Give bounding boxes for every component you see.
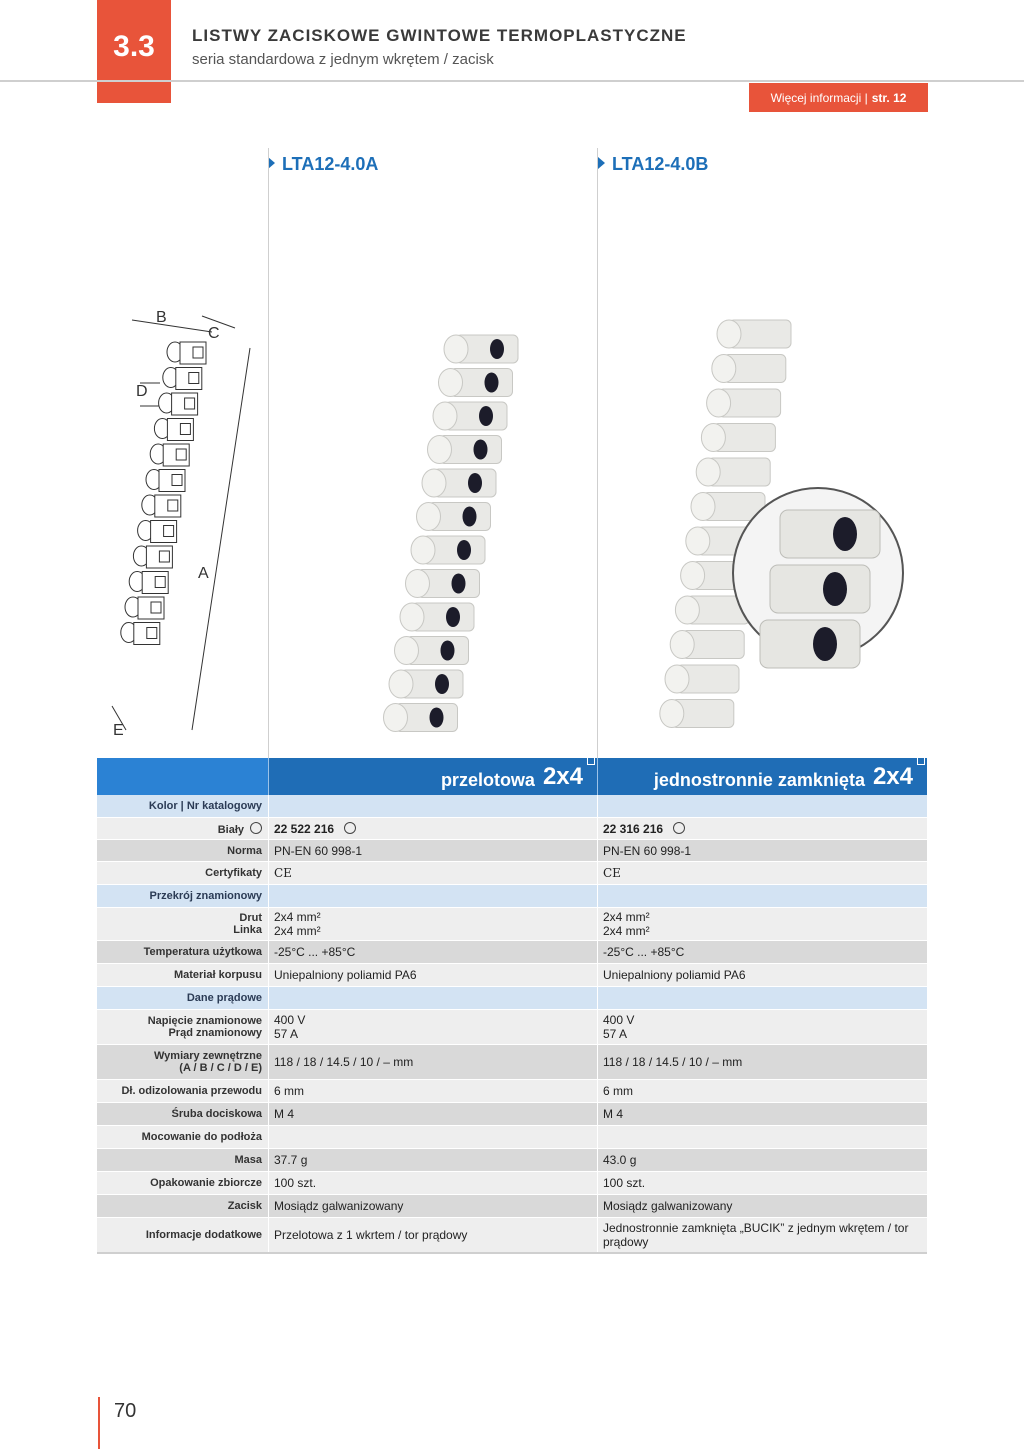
row-value-a: 6 mm: [268, 1080, 597, 1102]
table-row: [97, 885, 927, 908]
row-value-a: [268, 987, 597, 1009]
row-value-a: Mosiądz galwanizowany: [268, 1195, 597, 1217]
white-color-circle-icon: [673, 822, 685, 834]
screw-hole: [441, 641, 455, 661]
row-key: Temperatura użytkowa: [97, 941, 268, 963]
zoom-terminal-body: [760, 620, 860, 668]
row-key: Kolor | Nr katalogowy: [97, 795, 268, 817]
row-value-b: 6 mm: [597, 1080, 927, 1102]
screw-hole: [435, 674, 449, 694]
header-divider: [0, 80, 1024, 82]
ce-mark-icon: CE: [268, 862, 597, 884]
dimension-drawing: [100, 298, 265, 743]
terminal-tube: [406, 570, 430, 598]
terminal-tube: [701, 424, 725, 452]
row-value-a: -25°C ... +85°C: [268, 941, 597, 963]
terminal-tube: [691, 493, 715, 521]
table-row: [97, 1045, 927, 1080]
row-key: Certyfikaty: [97, 862, 268, 884]
row-key: Przekrój znamionowy: [97, 885, 268, 907]
table-row: [97, 795, 927, 818]
section-badge: [97, 0, 171, 103]
row-value-b: PN-EN 60 998-1: [597, 840, 927, 861]
terminal-tube: [670, 631, 694, 659]
row-value-a: [268, 1010, 597, 1044]
row-value-b: M 4: [597, 1103, 927, 1125]
table-row: [97, 1010, 927, 1045]
row-value-b: [597, 908, 927, 940]
catalog-number-b: 22 316 216: [603, 821, 664, 836]
row-key: Śruba dociskowa: [97, 1103, 268, 1125]
white-color-circle-icon: [344, 822, 356, 834]
product-photo-a: [360, 325, 520, 735]
ce-mark-icon: CE: [597, 862, 927, 884]
label-c: C: [208, 325, 220, 342]
table-row: [97, 987, 927, 1010]
terminal-tube: [681, 562, 705, 590]
product-photo-b: [630, 310, 910, 730]
row-value-a: PN-EN 60 998-1: [268, 840, 597, 861]
terminal-tube: [696, 458, 720, 486]
terminal-tube: [707, 389, 731, 417]
row-value-a: [268, 795, 597, 817]
row-key: [97, 818, 268, 839]
row-value-a: 37.7 g: [268, 1149, 597, 1171]
screw-opening: [168, 500, 178, 511]
terminal-tube: [712, 355, 736, 383]
row-key-text: Biały: [217, 823, 244, 836]
row-value-b: 118 / 18 / 14.5 / 10 / – mm: [597, 1045, 927, 1079]
screw-hole: [457, 540, 471, 560]
row-key-line1: Napięcie znamionowe: [147, 1015, 262, 1027]
row-key-line2: Linka: [233, 924, 262, 936]
more-info-link[interactable]: [749, 83, 928, 112]
row-key: Opakowanie zbiorcze: [97, 1172, 268, 1194]
row-value-b: Uniepalniony poliamid PA6: [597, 964, 927, 986]
row-key-line1: Wymiary zewnętrzne: [153, 1050, 262, 1062]
terminal-tube: [686, 527, 710, 555]
terminal-tube: [384, 704, 408, 732]
value-line2: 57 A: [274, 1027, 299, 1041]
square-icon: [587, 757, 595, 765]
row-key-line1: Drut: [239, 912, 262, 924]
screw-opening: [147, 628, 157, 639]
row-key-line2: (A / B / C / D / E): [179, 1062, 262, 1074]
row-value-a: Przelotowa z 1 wkrtem / tor prądowy: [268, 1218, 597, 1252]
label-b: B: [156, 309, 167, 326]
terminal-tube: [389, 670, 413, 698]
header-size-b: [873, 763, 913, 791]
row-value-a: [268, 885, 597, 907]
label-a: A: [198, 565, 209, 582]
terminal-tube: [439, 369, 463, 397]
screw-hole: [485, 373, 499, 393]
table-row: [97, 908, 927, 941]
row-key: [97, 908, 268, 940]
zoom-screw-hole: [813, 627, 837, 661]
terminal-tube: [395, 637, 419, 665]
table-header-a: [268, 758, 597, 795]
row-key: Materiał korpusu: [97, 964, 268, 986]
row-value-b: [597, 987, 927, 1009]
value-line2: 2x4 mm²: [603, 924, 650, 938]
screw-opening: [155, 577, 165, 588]
zoom-terminal-body: [770, 565, 870, 613]
value-line1: 400 V: [274, 1013, 306, 1027]
arrow-icon: [268, 157, 275, 169]
zoom-screw-hole: [833, 517, 857, 551]
screw-hole: [468, 473, 482, 493]
table-row: [97, 1126, 927, 1149]
screw-hole: [463, 507, 477, 527]
row-value-b: [597, 885, 927, 907]
label-e: E: [113, 722, 124, 739]
row-key: Informacje dodatkowe: [97, 1218, 268, 1252]
row-value-b: Mosiądz galwanizowany: [597, 1195, 927, 1217]
screw-opening: [151, 602, 161, 613]
terminal-tube: [417, 503, 441, 531]
column-divider: [597, 148, 598, 758]
row-value-b: [597, 1010, 927, 1044]
screw-opening: [176, 449, 186, 460]
page-number-bar: [98, 1397, 100, 1449]
screw-hole: [479, 406, 493, 426]
row-key: Masa: [97, 1149, 268, 1171]
table-row: [97, 1103, 927, 1126]
header-size-b-value: 2x4: [872, 763, 913, 790]
square-icon: [917, 757, 925, 765]
terminal-tube: [717, 320, 741, 348]
catalog-number-a: 22 522 216: [274, 821, 335, 836]
terminal-tube: [444, 335, 468, 363]
row-value-b: 100 szt.: [597, 1172, 927, 1194]
product-title-a: [268, 154, 378, 175]
row-value-b: -25°C ... +85°C: [597, 941, 927, 963]
table-row: [97, 1149, 927, 1172]
screw-opening: [172, 475, 182, 486]
product-code-b: LTA12-4.0B: [612, 154, 709, 174]
table-row: [97, 1080, 927, 1103]
screw-hole: [452, 574, 466, 594]
zoom-screw-hole: [823, 572, 847, 606]
page-title: LISTWY ZACISKOWE GWINTOWE TERMOPLASTYCZNE: [192, 26, 687, 45]
column-divider: [268, 148, 269, 758]
screw-hole: [490, 339, 504, 359]
value-line1: 400 V: [603, 1013, 635, 1027]
table-row: [97, 941, 927, 964]
arrow-icon: [598, 157, 605, 169]
row-value-a: M 4: [268, 1103, 597, 1125]
value-line1: 2x4 mm²: [603, 910, 650, 924]
product-code-a: LTA12-4.0A: [282, 154, 379, 174]
terminal-tube: [660, 700, 684, 728]
table-header-b: [597, 758, 927, 795]
row-key: Zacisk: [97, 1195, 268, 1217]
table-row: [97, 964, 927, 987]
row-value-a: 118 / 18 / 14.5 / 10 / – mm: [268, 1045, 597, 1079]
row-key: Dł. odizolowania przewodu: [97, 1080, 268, 1102]
zoom-terminal-body: [780, 510, 880, 558]
row-key: Norma: [97, 840, 268, 861]
screw-hole: [446, 607, 460, 627]
product-title-b: [598, 154, 708, 175]
row-key: [97, 1045, 268, 1079]
table-row: [97, 1218, 927, 1254]
terminal-tube: [665, 665, 689, 693]
white-color-circle-icon: [250, 822, 262, 834]
terminal-tube: [411, 536, 435, 564]
row-key: Mocowanie do podłoża: [97, 1126, 268, 1148]
row-key: [97, 1010, 268, 1044]
row-value-b: Jednostronnie zamknięta „BUCIK” z jednym wkrętem / tor prądowy: [597, 1218, 927, 1252]
row-value-b: [597, 1126, 927, 1148]
table-row: [97, 818, 927, 840]
table-row: [97, 1172, 927, 1195]
terminal-tube: [422, 469, 446, 497]
value-line2: 2x4 mm²: [274, 924, 321, 938]
screw-opening: [180, 424, 190, 435]
value-line2: 57 A: [603, 1027, 628, 1041]
terminal-tube: [428, 436, 452, 464]
table-row: [97, 1195, 927, 1218]
screw-opening: [193, 347, 203, 358]
row-value-b: [597, 795, 927, 817]
header-size-a-value: 2x4: [542, 763, 583, 790]
table-row: [97, 840, 927, 862]
row-value-a: [268, 1126, 597, 1148]
screw-opening: [189, 373, 199, 384]
row-value-a: Uniepalniony poliamid PA6: [268, 964, 597, 986]
more-info-page: str. 12: [871, 90, 907, 105]
screw-opening: [164, 526, 174, 537]
row-value-b: 43.0 g: [597, 1149, 927, 1171]
row-key: Dane prądowe: [97, 987, 268, 1009]
row-value-a: [268, 818, 597, 839]
terminal-tube: [433, 402, 457, 430]
table-header-blank: [97, 758, 268, 795]
screw-hole: [430, 708, 444, 728]
screw-opening: [159, 551, 169, 562]
header-label-b: jednostronnie zamknięta: [653, 770, 865, 790]
table-header: [97, 758, 927, 795]
row-key-line2: Prąd znamionowy: [168, 1027, 262, 1039]
header-size-a: [543, 763, 583, 791]
terminal-tube: [400, 603, 424, 631]
screw-hole: [474, 440, 488, 460]
page-number: 70: [114, 1400, 137, 1422]
spec-table: [97, 758, 927, 1254]
header-label-a: przelotowa: [440, 770, 535, 790]
value-line1: 2x4 mm²: [274, 910, 321, 924]
screw-opening: [185, 398, 195, 409]
row-value-a: [268, 908, 597, 940]
label-d: D: [136, 383, 148, 400]
row-value-a: 100 szt.: [268, 1172, 597, 1194]
row-value-b: [597, 818, 927, 839]
section-number: 3.3: [113, 29, 155, 63]
more-info-label: Więcej informacji |: [770, 90, 868, 105]
terminal-tube: [675, 596, 699, 624]
page-subtitle: seria standardowa z jednym wkrętem / zacisk: [192, 51, 494, 68]
table-row: [97, 862, 927, 885]
